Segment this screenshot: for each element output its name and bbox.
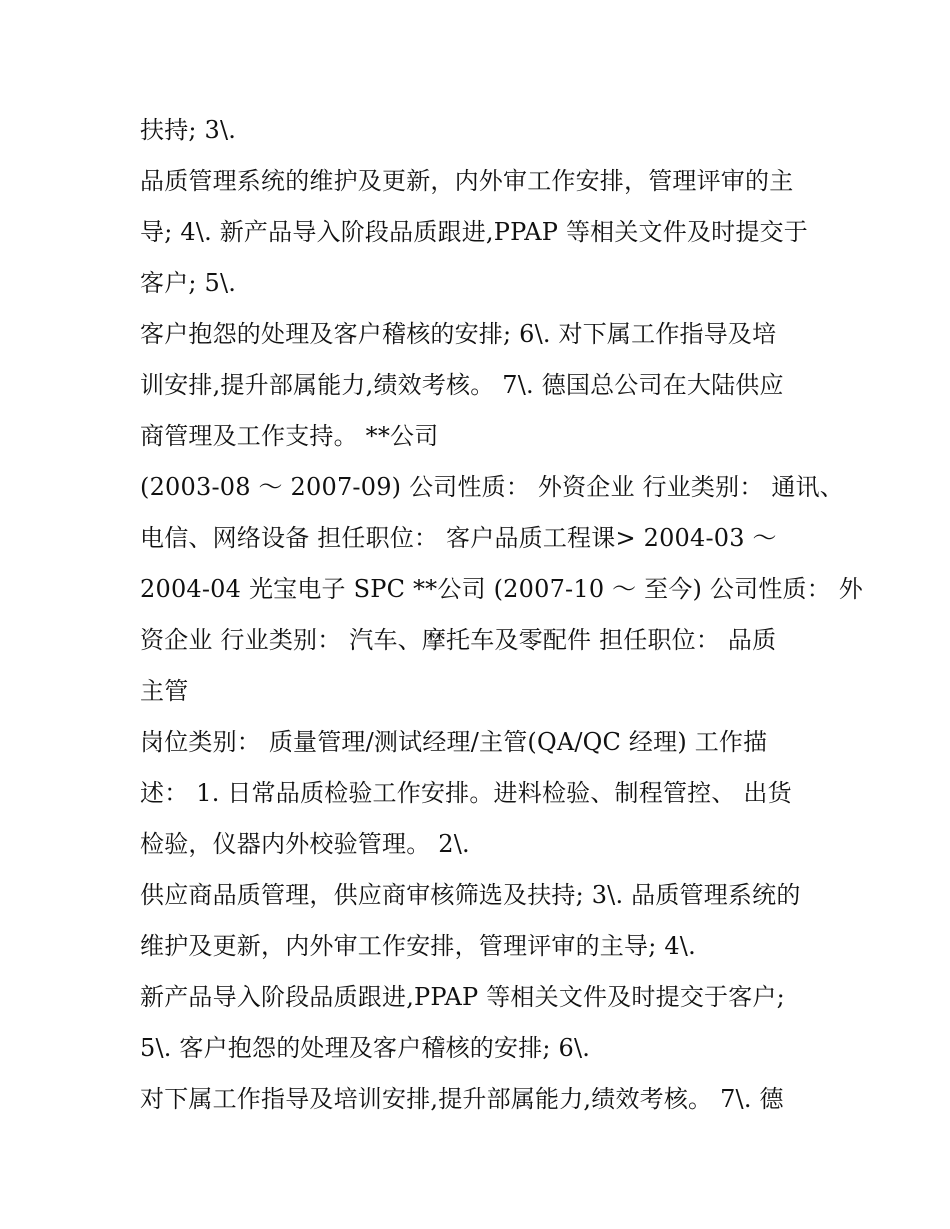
text-line: 新产品导入阶段品质跟进,PPAP 等相关文件及时提交于客户; <box>140 983 785 1011</box>
text-line: 导; 4\. 新产品导入阶段品质跟进,PPAP 等相关文件及时提交于 <box>140 218 808 246</box>
text-line: 主管 <box>140 677 189 705</box>
text-line: 品质管理系统的维护及更新，内外审工作安排，管理评审的主 <box>140 167 794 195</box>
text-line: (2003-08 ～ 2007-09) 公司性质： 外资企业 行业类别： 通讯、 <box>140 473 844 501</box>
text-line: 述： 1. 日常品质检验工作安排。进料检验、制程管控、 出货 <box>140 779 792 807</box>
text-line: 客户; 5\. <box>140 269 237 297</box>
text-line: 客户抱怨的处理及客户稽核的安排; 6\. 对下属工作指导及培 <box>140 320 777 348</box>
text-line: 电信、网络设备 担任职位： 客户品质工程课> 2004-03 ～ <box>140 524 777 552</box>
text-line: 扶持; 3\. <box>140 116 237 144</box>
text-line: 商管理及工作支持。 **公司 <box>140 422 439 450</box>
text-line: 5\. 客户抱怨的处理及客户稽核的安排; 6\. <box>140 1034 591 1062</box>
text-line: 岗位类别： 质量管理/测试经理/主管(QA/QC 经理) 工作描 <box>140 728 768 756</box>
text-line: 资企业 行业类别： 汽车、摩托车及零配件 担任职位： 品质 <box>140 626 777 654</box>
text-line: 2004-04 光宝电子 SPC **公司 (2007-10 ～ 至今) 公司性质： 外 <box>140 575 863 603</box>
text-line: 对下属工作指导及培训安排,提升部属能力,绩效考核。 7\. 德 <box>140 1085 784 1113</box>
text-line: 维护及更新，内外审工作安排，管理评审的主导; 4\. <box>140 932 696 960</box>
text-line: 训安排,提升部属能力,绩效考核。 7\. 德国总公司在大陆供应 <box>140 371 784 399</box>
text-line: 供应商品质管理，供应商审核筛选及扶持; 3\. 品质管理系统的 <box>140 881 801 909</box>
text-line: 检验，仪器内外校验管理。 2\. <box>140 830 470 858</box>
